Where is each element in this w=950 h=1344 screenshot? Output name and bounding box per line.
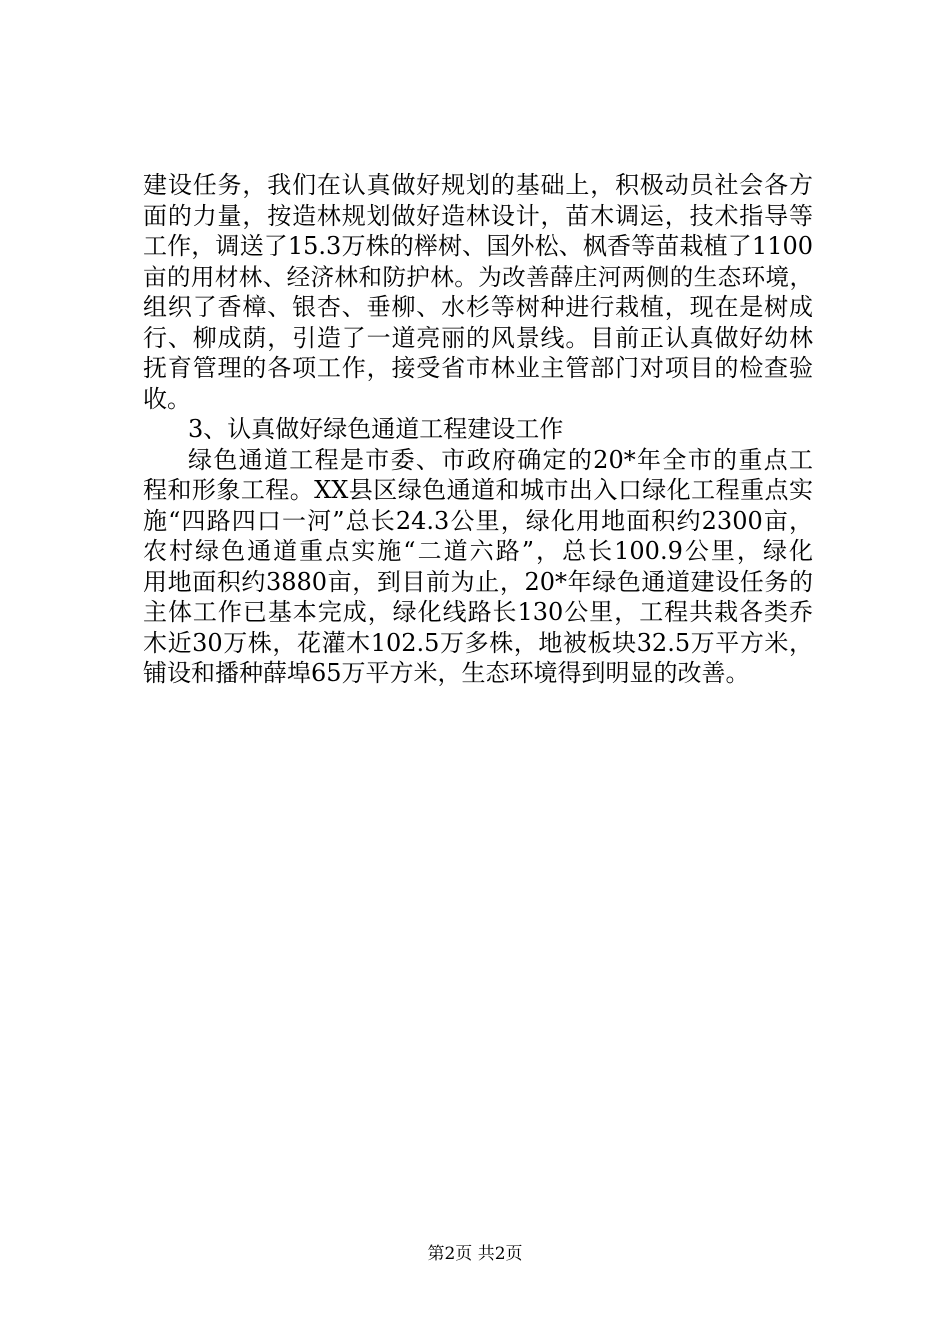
document-body [143,170,813,689]
section-heading: 3、认真做好绿色通道工程建设工作 [188,415,564,443]
paragraph-line: 收。 [143,384,191,413]
paragraph-line: 组织了香樟、银杏、垂柳、水杉等树种进行栽植，现在是树成 [143,293,813,321]
paragraph-line: 亩的用材林、经济林和防护林。为改善薛庄河两侧的生态环境， [143,262,813,291]
paragraph-line: 木近30万株，花灌木102.5万多株，地被板块32.5万平方米， [143,628,813,657]
paragraph-line: 施“四路四口一河”总长24.3公里，绿化用地面积约2300亩， [143,506,813,535]
paragraph-line: 建设任务，我们在认真做好规划的基础上，积极动员社会各方 [143,171,813,199]
paragraph-line: 用地面积约3880亩，到目前为止，20*年绿色通道建设任务的 [143,567,813,596]
paragraph-line: 农村绿色通道重点实施“二道六路”，总长100.9公里，绿化 [143,537,813,565]
paragraph-line: 工作，调送了15.3万株的榉树、国外松、枫香等苗栽植了1100 [143,232,813,260]
page-footer: 第2页 共2页 [427,1244,523,1264]
paragraph-line: 抚育管理的各项工作，接受省市林业主管部门对项目的检查验 [143,354,813,382]
paragraph-line: 铺设和播种薛埠65万平方米，生态环境得到明显的改善。 [143,659,750,687]
paragraph-line: 绿色通道工程是市委、市政府确定的20*年全市的重点工 [188,445,813,474]
paragraph-line: 面的力量，按造林规划做好造林设计，苗木调运，技术指导等 [143,201,813,230]
paragraph-line: 程和形象工程。XX县区绿色通道和城市出入口绿化工程重点实 [143,476,813,504]
paragraph-line: 主体工作已基本完成，绿化线路长130公里，工程共栽各类乔 [143,598,813,626]
paragraph-line: 行、柳成荫，引造了一道亮丽的风景线。目前正认真做好幼林 [143,323,813,352]
